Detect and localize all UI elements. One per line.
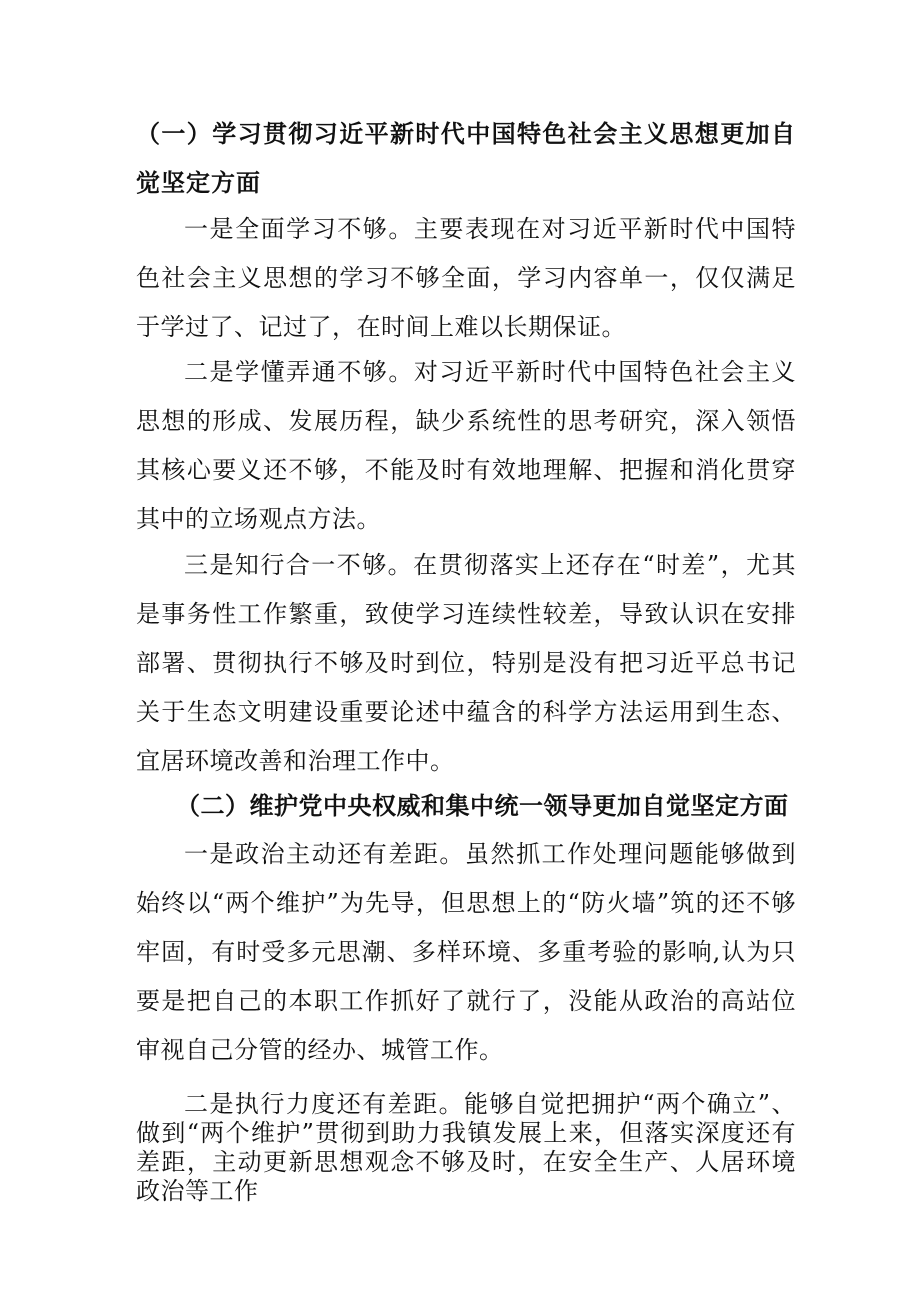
section-2-paragraph-1: 一是政治主动还有差距。虽然抓工作处理问题能够做到始终以“两个维护”为先导，但思想上的“防火墙”筑的还不够牢固，有时受多元思潮、多样环境、多重考验的影响,认为只要是把自己的本职工作抓好了就行了，没能从政治的高站位审视自己分管的经办、城管工作。 <box>136 840 796 1064</box>
section-1-paragraph-2: 二是学懂弄通不够。对习近平新时代中国特色社会主义思想的形成、发展历程，缺少系统性的思考研究，深入领悟其核心要义还不够，不能及时有效地理解、把握和消化贯穿其中的立场观点方法。 <box>136 358 796 533</box>
section-2-paragraph-2: 二是执行力度还有差距。能够自觉把拥护“两个确立”、做到“两个维护”贯彻到助力我镇发展上来，但落实深度还有差距，主动更新思想观念不够及时，在安全生产、人居环境政治等工作 <box>136 1090 796 1205</box>
section-1-paragraph-1: 一是全面学习不够。主要表现在对习近平新时代中国特色社会主义思想的学习不够全面，学习内容单一，仅仅满足于学过了、记过了，在时间上难以长期保证。 <box>136 215 796 341</box>
section-2-heading: （二）维护党中央权威和集中统一领导更加自觉坚定方面 <box>176 792 789 820</box>
section-1-heading: （一）学习贯彻习近平新时代中国特色社会主义思想更加自觉坚定方面 <box>136 120 796 197</box>
section-1-paragraph-3: 三是知行合一不够。在贯彻落实上还存在“时差”，尤其是事务性工作繁重，致使学习连续性较差，导致认识在安排部署、贯彻执行不够及时到位，特别是没有把习近平总书记关于生态文明建设重要论述中蕴含的科学方法运用到生态、宜居环境改善和治理工作中。 <box>136 551 796 775</box>
